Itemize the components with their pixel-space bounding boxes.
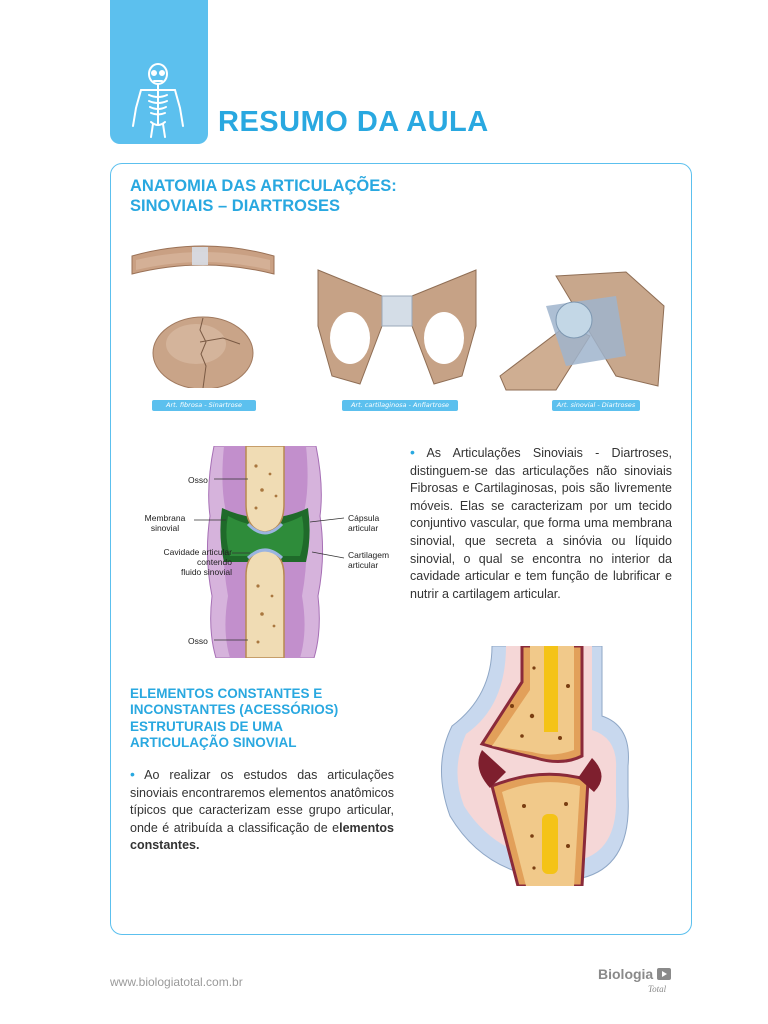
cartilaginous-joint-illustration <box>312 266 482 390</box>
section1-paragraph: • As Articulações Sinoviais - Diartroses, distinguem-se das articulações não sinoviais Fibrosas e Cartilaginosas, pois são livremente móveis. Elas se caracterizam por um tecido conjuntivo vascular, que forma uma membrana sinovial, que secreta a sinóvia ou líquido sinovial, o qual se encontra no interior da cavidade articular e tem função de lubrificar e nutrir a cartilagem articular. <box>410 444 672 601</box>
skeleton-icon <box>127 62 191 138</box>
header-tab <box>110 0 208 144</box>
label-cavidade: Cavidade articular contendo fluido sinovial <box>163 547 232 577</box>
synovial-joint-illustration <box>496 266 668 394</box>
play-icon <box>657 968 671 980</box>
knee-joint-illustration <box>432 646 642 886</box>
brand-logo-sub: Total <box>648 984 667 994</box>
caption-synovial: Art. sinovial - Diartroses <box>552 400 640 411</box>
section1-title-line2: SINOVIAIS – DIARTROSES <box>130 197 340 216</box>
caption-fibrous: Art. fibrosa - Sinartrose <box>152 400 256 411</box>
brand-logo: Biologia <box>598 966 671 982</box>
label-osso-bottom: Osso <box>188 636 208 646</box>
label-cartilagem: Cartilagem articular <box>348 550 390 570</box>
bullet-icon: • <box>410 444 415 460</box>
label-capsula: Cápsula articular <box>348 513 380 533</box>
fibrous-joint-illustration <box>128 238 278 388</box>
section2-title: ELEMENTOS CONSTANTES E INCONSTANTES (ACESSÓRIOS) ESTRUTURAIS DE UMA ARTICULAÇÃO SINOVIAL <box>130 686 339 751</box>
label-membrana: Membrana sinovial <box>144 513 186 533</box>
page-title: RESUMO DA AULA <box>218 106 489 138</box>
section1-title <box>130 176 397 216</box>
section1-title-line1: ANATOMIA DAS ARTICULAÇÕES: <box>130 177 397 195</box>
section2-paragraph: • Ao realizar os estudos das articulações sinoviais encontraremos elementos anatômicos típicos que caracterizam esse grupo articular, onde é atribuída a classificação de elementos constantes. <box>130 766 394 853</box>
bullet-icon: • <box>130 766 135 782</box>
footer-url[interactable]: www.biologiatotal.com.br <box>110 975 243 989</box>
label-osso-top: Osso <box>188 475 208 485</box>
caption-cartilaginous: Art. cartilaginosa - Anfiartrose <box>342 400 458 411</box>
